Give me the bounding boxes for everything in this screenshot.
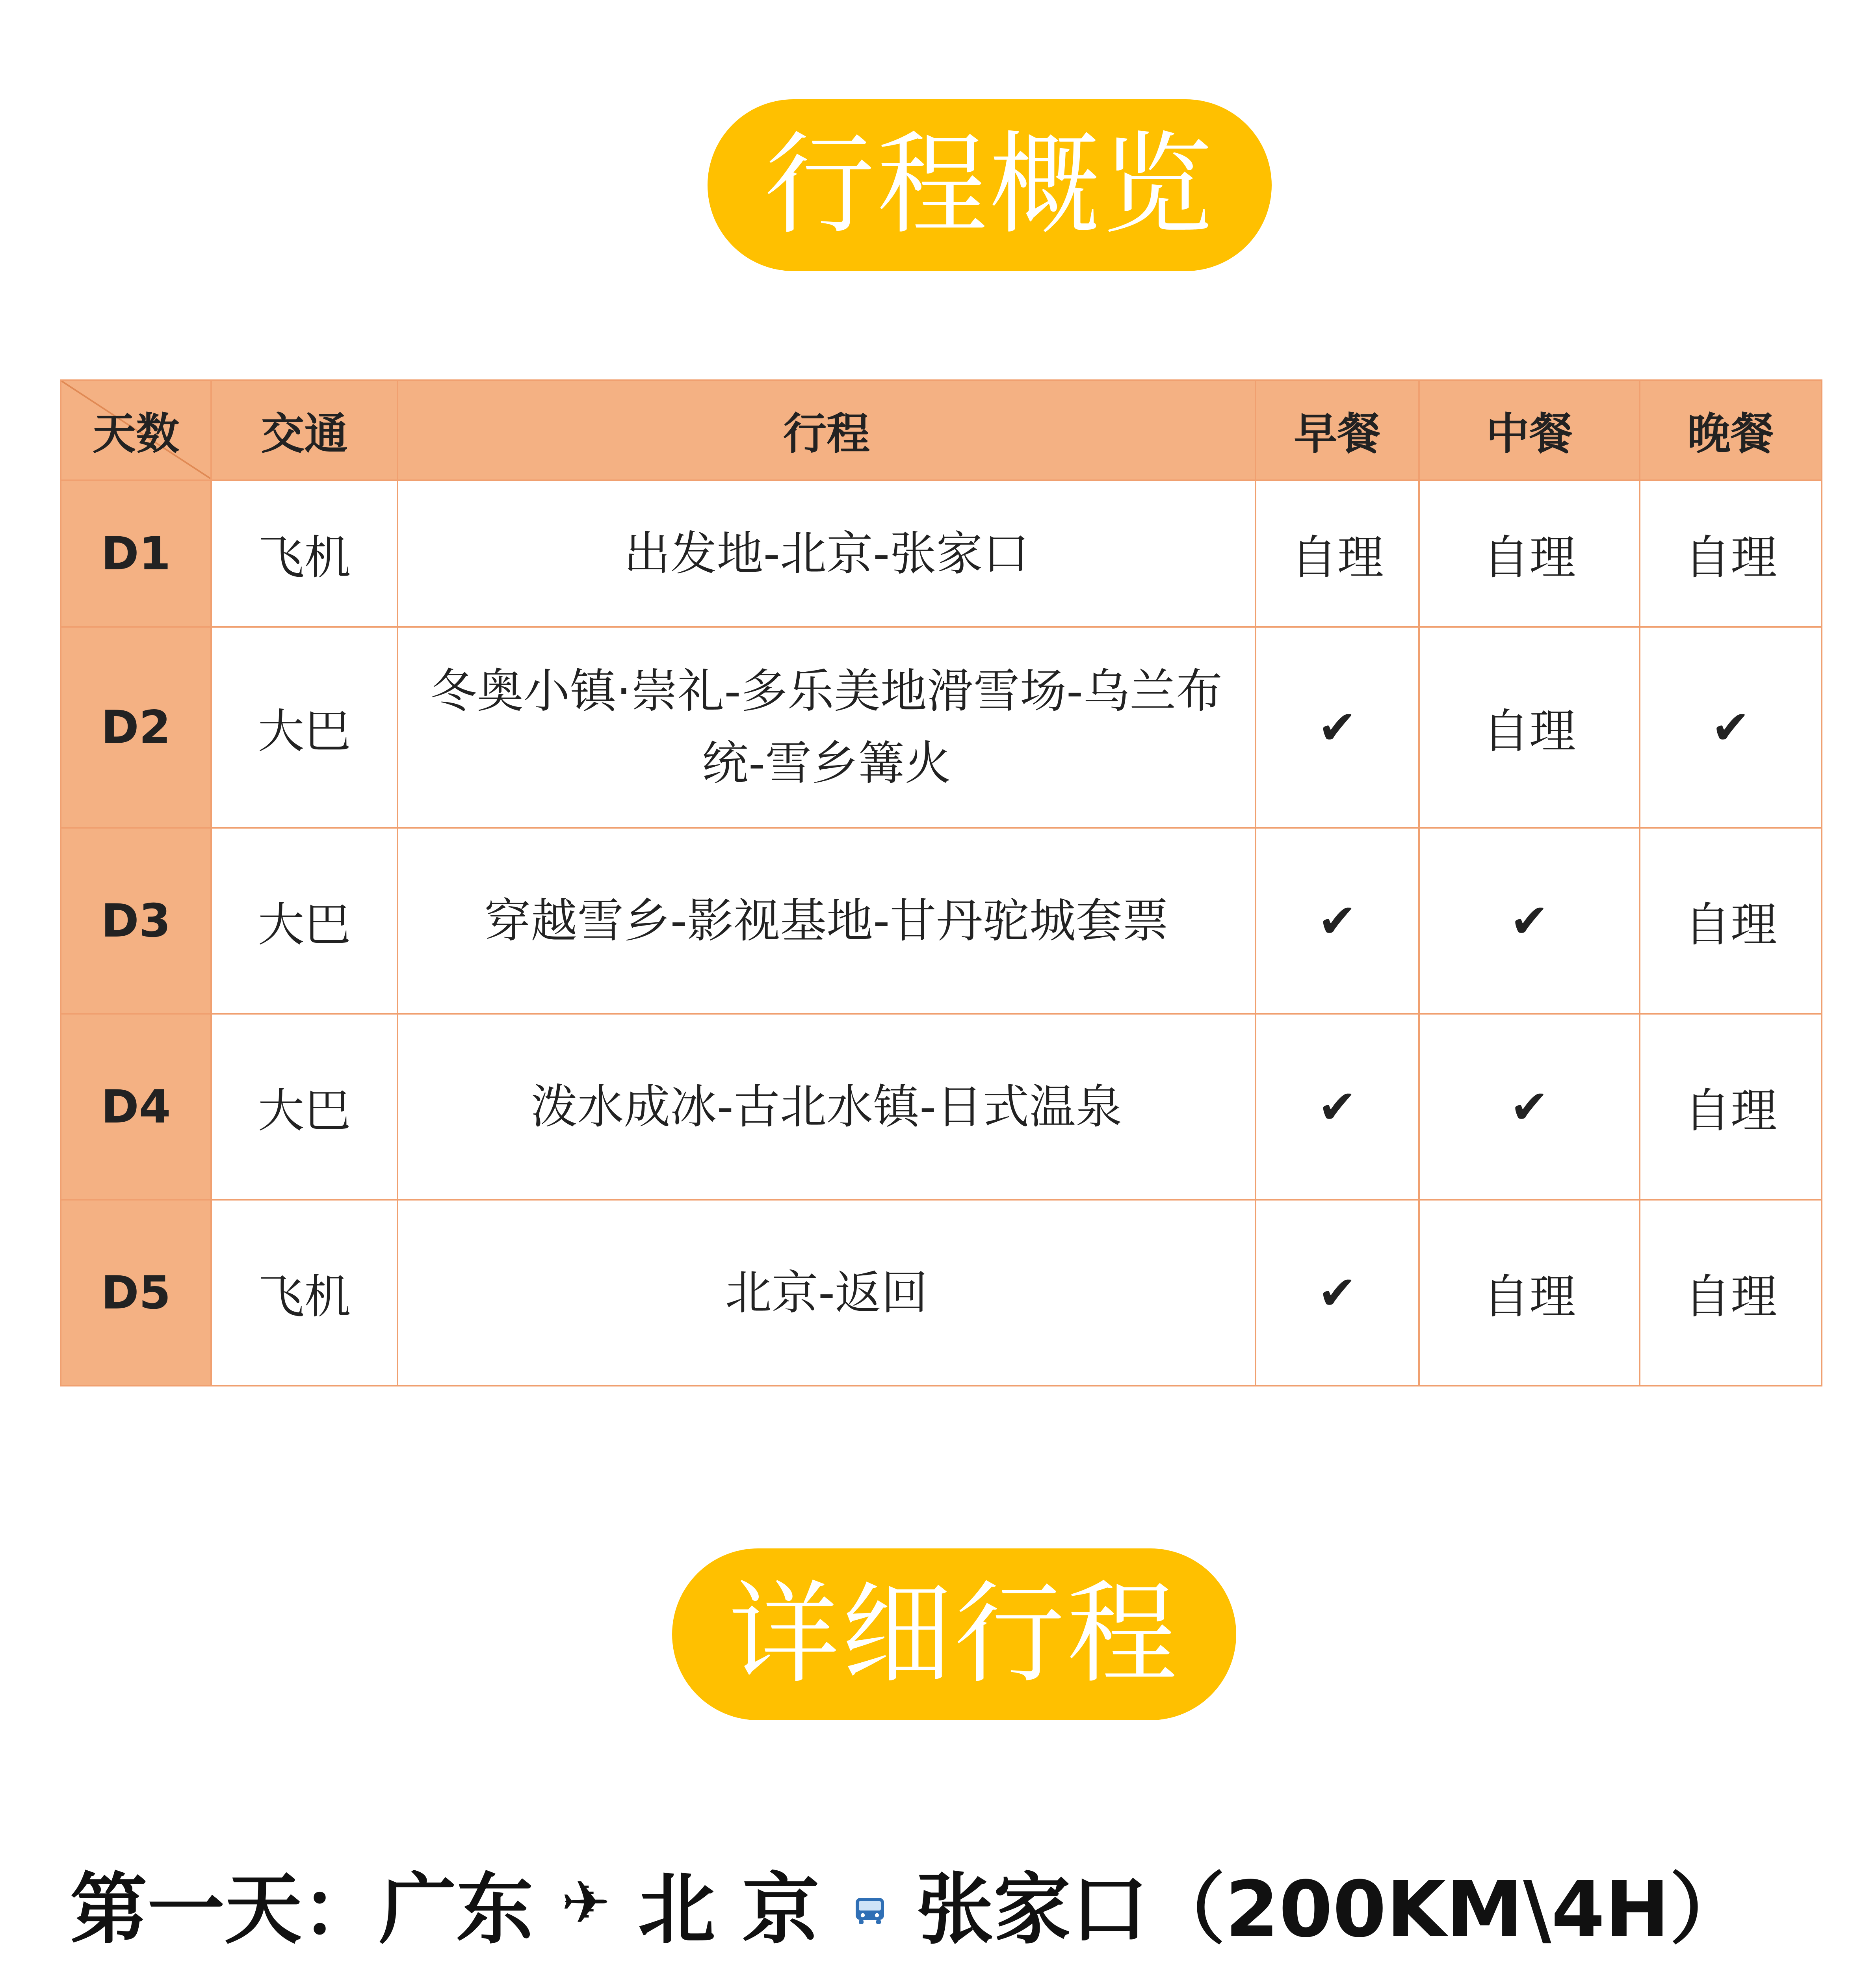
header-transport: 交通 <box>211 380 397 480</box>
plane-icon: ✈ <box>561 1869 611 1937</box>
route-cell: 穿越雪乡-影视基地-甘丹驼城套票 <box>397 828 1256 1014</box>
lunch-cell: 自理 <box>1419 1200 1640 1386</box>
day-heading-middle: 北 京 <box>638 1865 819 1955</box>
header-breakfast: 早餐 <box>1256 380 1419 480</box>
table-row <box>61 1200 1822 1386</box>
lunch-cell: 自理 <box>1419 627 1640 828</box>
table-row <box>61 1014 1822 1200</box>
detail-title: 详细行程 <box>672 1548 1236 1720</box>
header-route: 行程 <box>397 380 1256 480</box>
dinner-cell: 自理 <box>1640 1200 1822 1386</box>
breakfast-cell: ✔ <box>1256 627 1419 828</box>
route-cell: 出发地-北京-张家口 <box>397 480 1256 627</box>
transport-cell: 大巴 <box>211 1014 397 1200</box>
day-cell: D2 <box>61 627 211 828</box>
day-cell: D3 <box>61 828 211 1014</box>
bus-icon <box>851 1858 889 1948</box>
dinner-cell: 自理 <box>1640 828 1822 1014</box>
table-header-row <box>61 380 1822 480</box>
lunch-cell: ✔ <box>1419 1014 1640 1200</box>
day-heading <box>70 1852 1804 1954</box>
breakfast-cell: 自理 <box>1256 480 1419 627</box>
transport-cell: 大巴 <box>211 828 397 1014</box>
transport-cell: 飞机 <box>211 1200 397 1386</box>
route-cell: 冬奥小镇·崇礼-多乐美地滑雪场-乌兰布统-雪乡篝火 <box>397 627 1256 828</box>
breakfast-cell: ✔ <box>1256 1014 1419 1200</box>
route-cell: 泼水成冰-古北水镇-日式温泉 <box>397 1014 1256 1200</box>
lunch-cell: 自理 <box>1419 480 1640 627</box>
lunch-cell: ✔ <box>1419 828 1640 1014</box>
breakfast-cell: ✔ <box>1256 828 1419 1014</box>
transport-cell: 飞机 <box>211 480 397 627</box>
breakfast-cell: ✔ <box>1256 1200 1419 1386</box>
route-cell: 北京-返回 <box>397 1200 1256 1386</box>
day-cell: D5 <box>61 1200 211 1386</box>
header-day: 天数 <box>61 380 211 480</box>
overview-title: 行程概览 <box>708 99 1272 271</box>
day-heading-end: 张家口（200KM\4H） <box>916 1865 1747 1955</box>
header-dinner: 晚餐 <box>1640 380 1822 480</box>
table-row <box>61 627 1822 828</box>
dinner-cell: 自理 <box>1640 1014 1822 1200</box>
dinner-cell: ✔ <box>1640 627 1822 828</box>
dinner-cell: 自理 <box>1640 480 1822 627</box>
day-cell: D1 <box>61 480 211 627</box>
day-cell: D4 <box>61 1014 211 1200</box>
table-row <box>61 828 1822 1014</box>
table-row <box>61 480 1822 627</box>
header-lunch: 中餐 <box>1419 380 1640 480</box>
day-heading-start: 第一天：广东 <box>70 1865 534 1955</box>
itinerary-table <box>60 379 1822 1386</box>
transport-cell: 大巴 <box>211 627 397 828</box>
